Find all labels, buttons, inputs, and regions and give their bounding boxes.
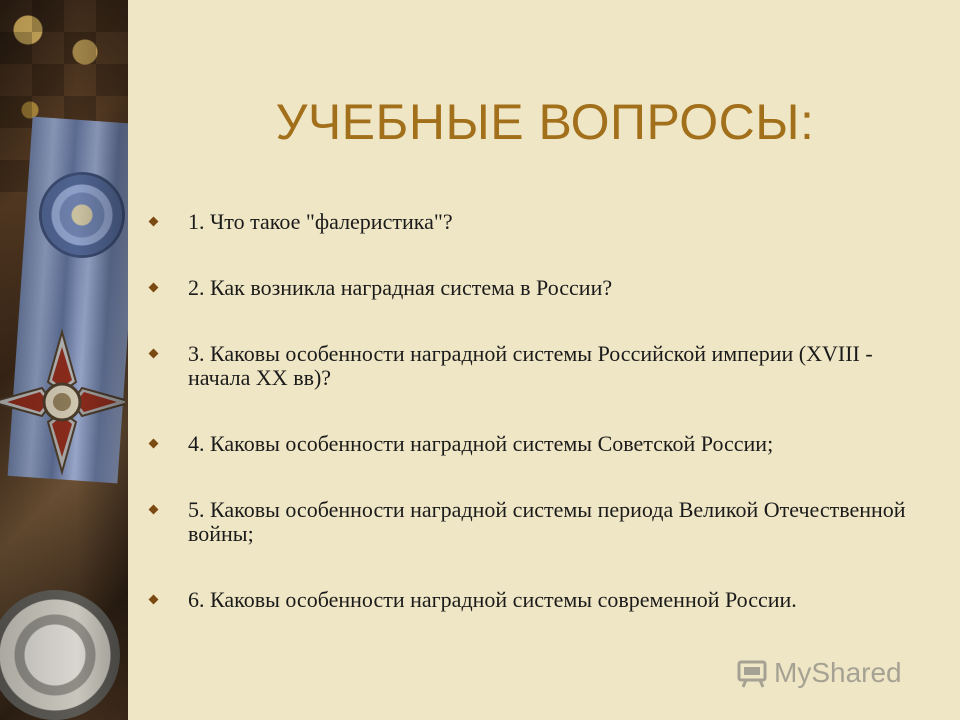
watermark-text: MyShared bbox=[774, 657, 902, 688]
diamond-bullet-icon bbox=[149, 217, 159, 227]
list-item bbox=[150, 342, 940, 390]
decorative-medal-photo bbox=[0, 0, 128, 720]
slide-title: УЧЕБНЫЕ ВОПРОСЫ: bbox=[275, 94, 815, 150]
list-item-text: 5. Каковы особенности наградной системы периода Великой Отечественной войны; bbox=[188, 497, 906, 546]
myshared-logo-text bbox=[774, 655, 922, 691]
strip-shading bbox=[0, 0, 128, 720]
diamond-bullet-icon bbox=[149, 349, 159, 359]
diamond-bullet-icon bbox=[149, 439, 159, 449]
list-item bbox=[150, 432, 940, 456]
list-item-text: 2. Как возникла наградная система в России? bbox=[188, 275, 613, 300]
list-item-text: 6. Каковы особенности наградной системы современной России. bbox=[188, 587, 797, 612]
myshared-logo-icon bbox=[736, 656, 770, 690]
list-item bbox=[150, 276, 940, 300]
diamond-bullet-icon bbox=[149, 595, 159, 605]
list-item-text: 4. Каковы особенности наградной системы Советской России; bbox=[188, 431, 774, 456]
diamond-bullet-icon bbox=[149, 283, 159, 293]
list-item-text: 3. Каковы особенности наградной системы Российской империи (XVIII - начала XX вв)? bbox=[188, 341, 873, 390]
question-list bbox=[150, 210, 940, 612]
diamond-bullet-icon bbox=[149, 505, 159, 515]
list-item-text: 1. Что такое "фалеристика"? bbox=[188, 209, 453, 234]
myshared-watermark[interactable] bbox=[736, 655, 922, 691]
list-item bbox=[150, 588, 940, 612]
list-item bbox=[150, 498, 940, 546]
list-item bbox=[150, 210, 940, 234]
